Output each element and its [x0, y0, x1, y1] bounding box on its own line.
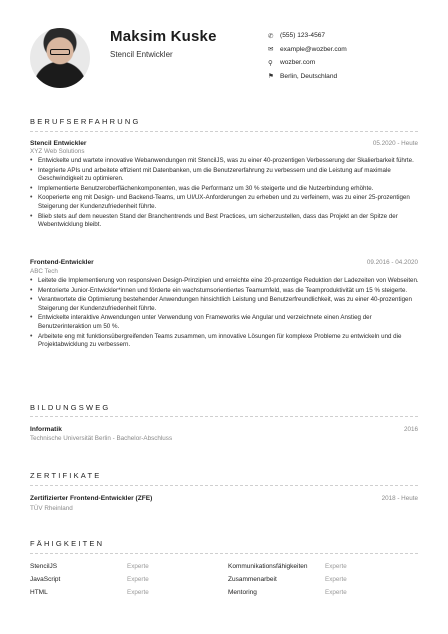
skill-level: Experte: [325, 589, 347, 596]
link-icon: ⚲: [268, 59, 273, 67]
job-bullet: • Integrierte APIs und arbeitete effizient mit Datenbanken, um die Benutzererfahrung zu verbessern und die Leistung auf maximale Geschwindigkeit zu optimieren.: [30, 167, 420, 184]
job-date: 09.2016 - 04.2020: [366, 259, 418, 266]
location-icon: ⚑: [268, 73, 274, 81]
job-date: 05.2020 - Heute: [372, 140, 418, 147]
skill-level: Experte: [325, 576, 347, 583]
education-institution: Technische Universität Berlin - Bachelor-Abschluss: [30, 435, 173, 442]
section-divider: [30, 131, 418, 132]
section-divider: [30, 553, 418, 554]
job-title: Frontend-Entwickler: [30, 259, 94, 266]
skill-level: Experte: [325, 563, 347, 570]
resume-header: [0, 0, 448, 100]
candidate-name: Maksim Kuske: [110, 28, 217, 45]
skill-level: Experte: [127, 563, 149, 570]
certificate-title: Zertifizierter Frontend-Entwickler (ZFE): [30, 495, 153, 502]
job-bullet: • Arbeitete eng mit funktionsübergreifenden Teams zusammen, um innovative Lösungen für komplexe Probleme zu entwickeln und die Projektabwicklung zu verbessern.: [30, 333, 420, 350]
job-bullet: • Entwickelte und wartete innovative Webanwendungen mit StencilJS, was zu einer 40-prozentigen Verbesserung der Skalierbarkeit führte.: [30, 157, 420, 166]
section-title-education: BILDUNGSWEG: [30, 403, 111, 412]
skill-name: HTML: [30, 589, 48, 596]
certificate-issuer: TÜV Rheinland: [30, 505, 73, 512]
phone-icon: ✆: [268, 32, 274, 40]
certificate-date: 2018 - Heute: [381, 495, 418, 502]
section-divider: [30, 485, 418, 486]
job-bullet-list: [30, 157, 420, 231]
contact-list: [268, 29, 347, 83]
glasses-shape: [50, 49, 70, 55]
job-bullet: • Entwickelte interaktive Anwendungen unter Verwendung von Frameworks wie Angular und verzeichnete einen Anstieg der Benutzerinteraktion um 50 %.: [30, 314, 420, 331]
job-bullet: • Blieb stets auf dem neuesten Stand der Branchentrends und Best Practices, um sicherzustellen, dass das Projekt an der Spitze der Webentwicklung bleibt.: [30, 213, 420, 230]
section-divider: [30, 416, 418, 417]
skill-level: Experte: [127, 576, 149, 583]
profile-photo: [30, 28, 90, 88]
skill-name: Zusammenarbeit: [228, 576, 277, 583]
skill-level: Experte: [127, 589, 149, 596]
candidate-role: Stencil Entwickler: [110, 50, 173, 59]
contact-website[interactable]: [268, 56, 347, 70]
contact-phone-text: (555) 123-4567: [280, 32, 326, 40]
job-bullet: • Kooperierte eng mit Design- und Backend-Teams, um UI/UX-Anforderungen zu erheben und zu verfeinern, was zu einer 25-prozentigen Steigerung der Kundenzufriedenheit führte.: [30, 194, 420, 211]
job-bullet: • Leitete die Implementierung von responsiven Design-Prinzipien und erreichte eine 20-prozentige Reduktion der Ladezeiten von Webseiten.: [30, 277, 420, 286]
skill-name: JavaScript: [30, 576, 61, 583]
skill-name: Mentoring: [228, 589, 257, 596]
contact-website-text[interactable]: wozber.com: [280, 59, 316, 67]
skill-name: Kommunikationsfähigkeiten: [228, 563, 308, 570]
job-bullet-list: [30, 277, 420, 351]
job-company: ABC Tech: [30, 268, 58, 275]
skill-name: StencilJS: [30, 563, 58, 570]
contact-location-text: Berlin, Deutschland: [280, 72, 338, 80]
section-title-certificates: ZERTIFIKATE: [30, 471, 102, 480]
job-bullet: • Mentorierte Junior-Entwickler*innen und förderte ein wachstumsorientiertes Teamumfeld, was die Teamproduktivität um 15 % steigerte.: [30, 287, 420, 296]
education-date: 2016: [403, 426, 418, 433]
contact-email[interactable]: [268, 43, 347, 57]
email-icon: ✉: [268, 46, 274, 54]
job-company: XYZ Web Solutions: [30, 148, 85, 155]
job-title: Stencil Entwickler: [30, 140, 87, 147]
section-title-skills: FÄHIGKEITEN: [30, 539, 105, 548]
job-bullet: • Verantwortete die Optimierung bestehender Anwendungen hinsichtlich Leistung und Benutzerfreundlichkeit, was zu einer 40-prozentigen Steigerung der Kundenzufriedenheit führte.: [30, 296, 420, 313]
job-bullet: • Implementierte Benutzeroberflächenkomponenten, was die Performanz um 30 % steigerte und die Nutzerbindung erhöhte.: [30, 185, 420, 194]
education-title: Informatik: [30, 426, 62, 433]
contact-email-text[interactable]: example@wozber.com: [280, 45, 347, 53]
contact-phone: [268, 29, 347, 43]
section-title-experience: BERUFSERFAHRUNG: [30, 117, 141, 126]
contact-location: [268, 70, 347, 84]
